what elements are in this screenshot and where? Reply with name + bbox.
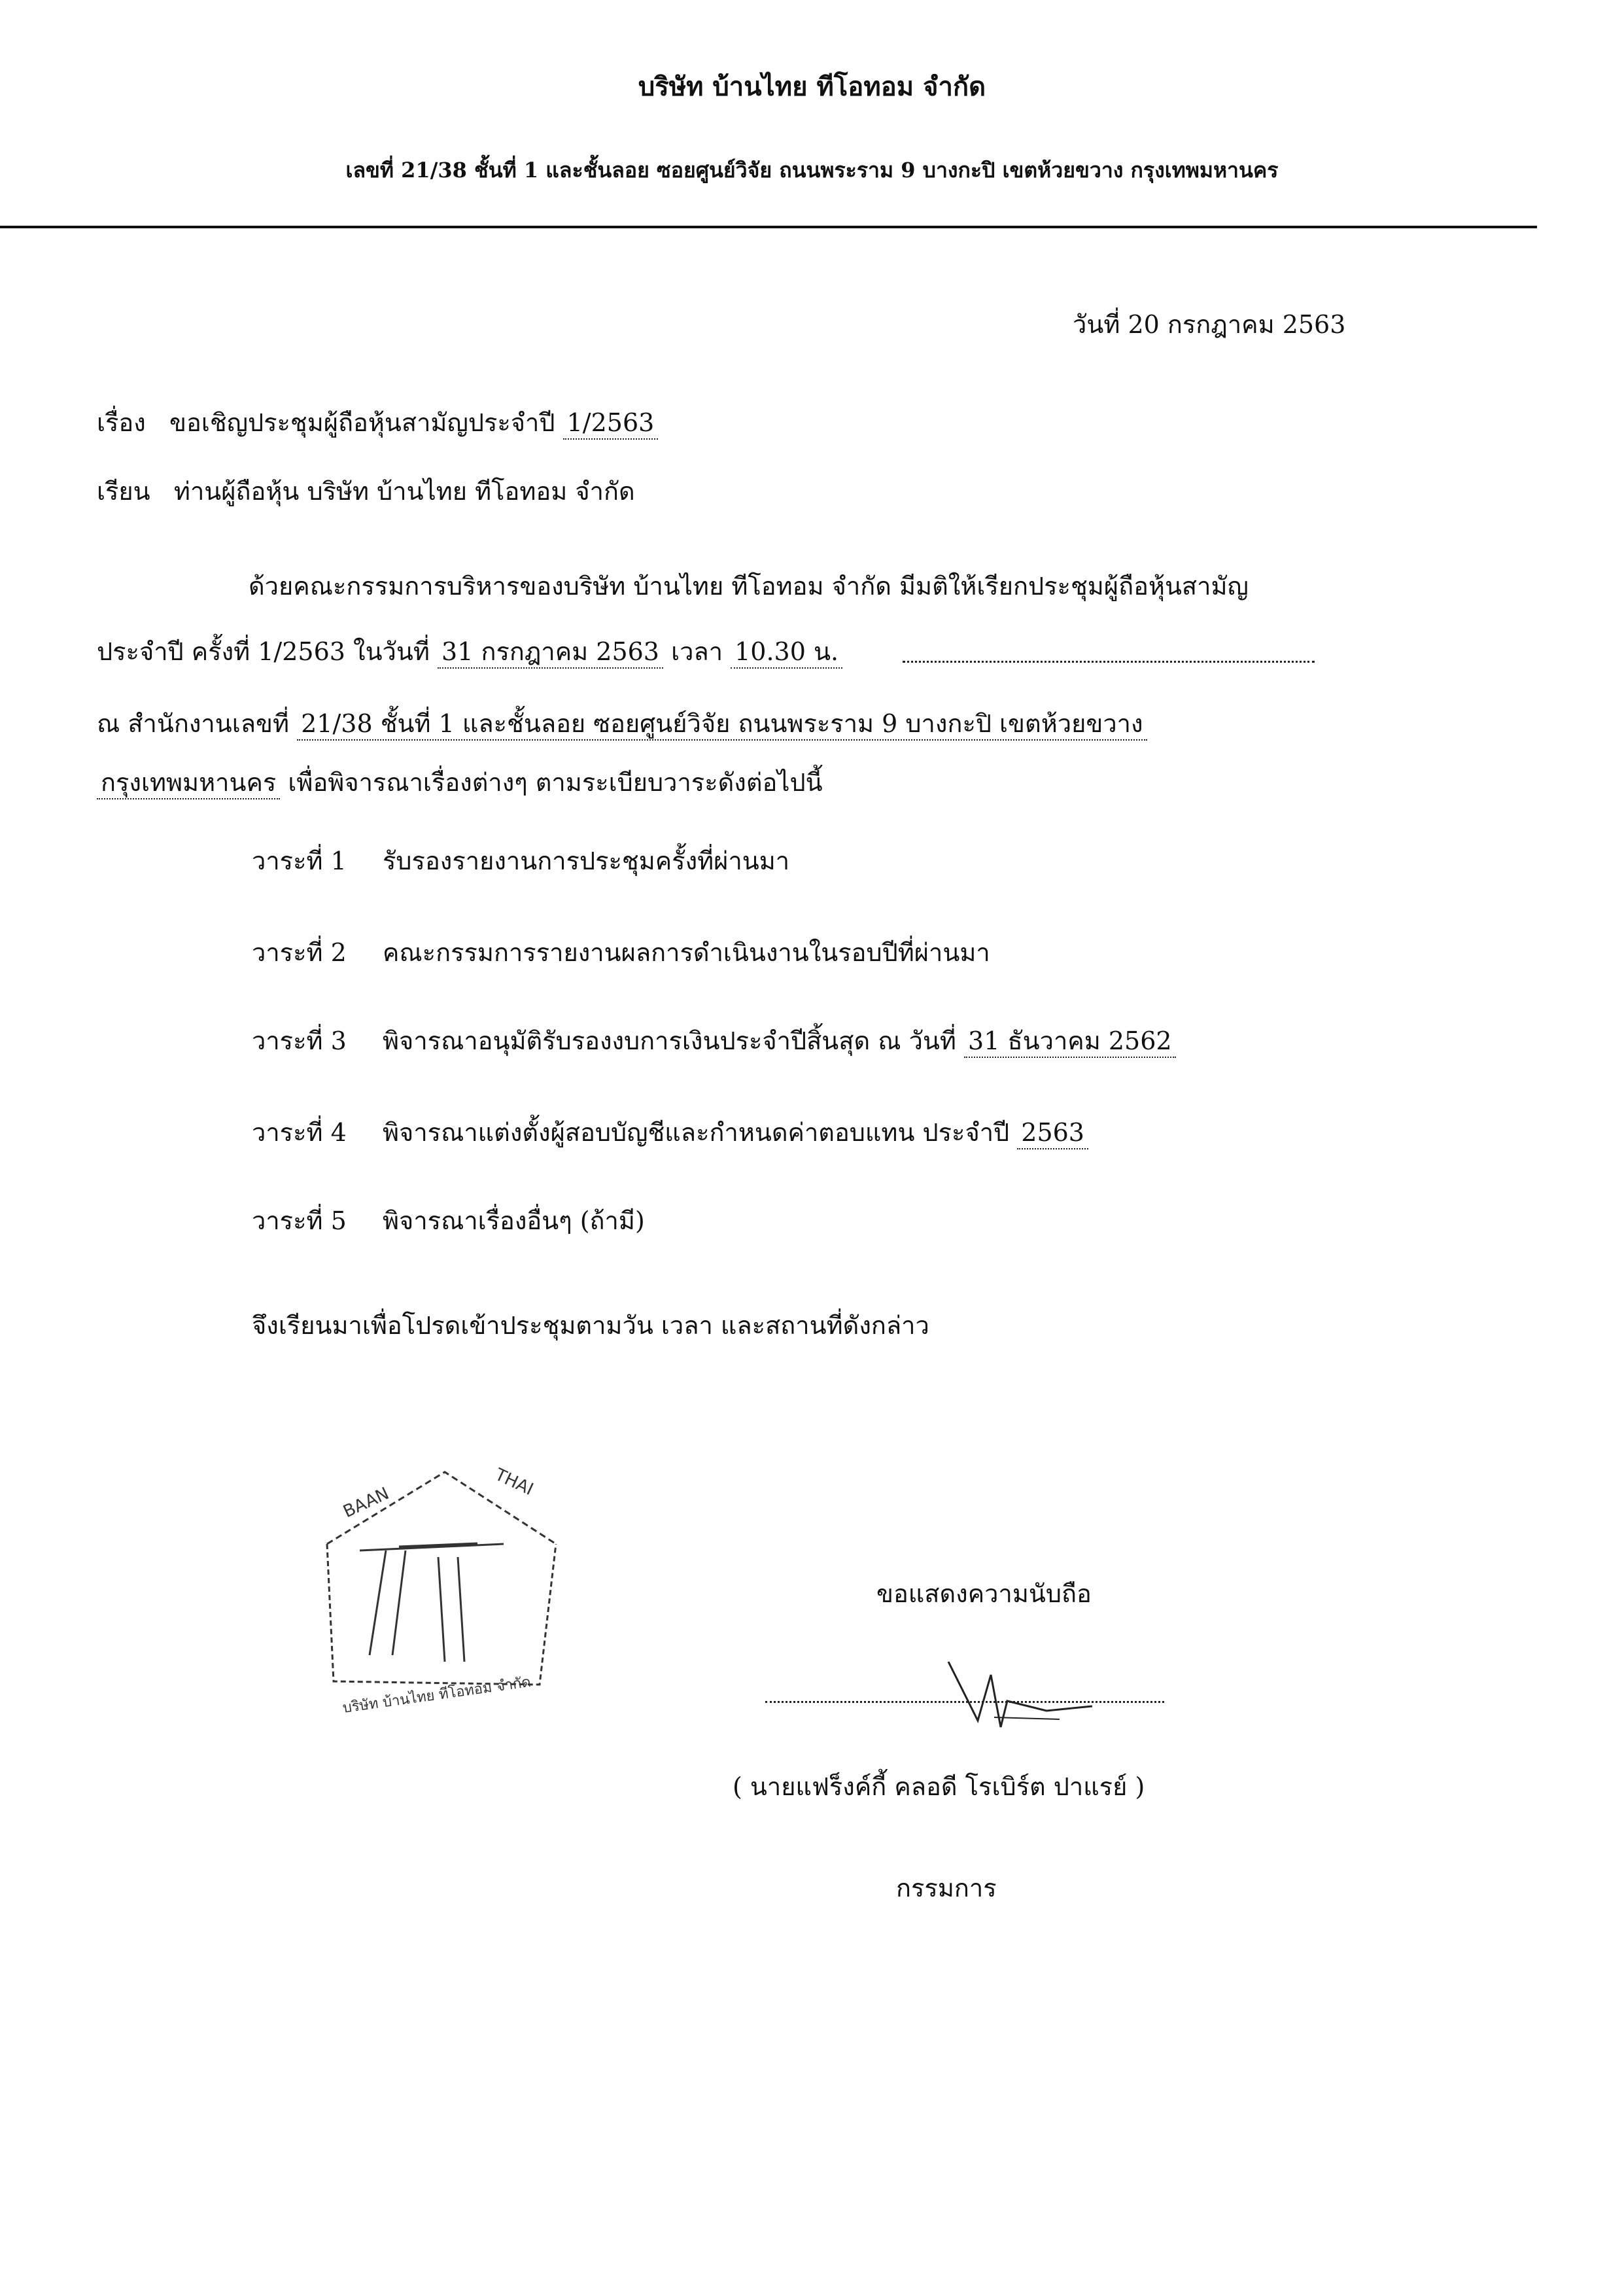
agenda-text: พิจารณาอนุมัติรับรองงบการเงินประจำปีสิ้นสุด ณ วันที่ (383, 1026, 956, 1055)
agenda-text: พิจารณาแต่งตั้งผู้สอบบัญชีและกำหนดค่าตอบแทน ประจำปี (383, 1118, 1010, 1147)
agenda-text: พิจารณาเรื่องอื่นๆ (ถ้ามี) (383, 1206, 645, 1235)
body-line-2 (97, 631, 842, 671)
to-text: ท่านผู้ถือหุ้น บริษัท บ้านไทย ทีโอทอม จำกัด (173, 477, 635, 506)
signature-line (765, 1701, 1164, 1703)
signer-position: กรรมการ (896, 1874, 997, 1902)
agenda-item-2 (252, 932, 990, 972)
agenda-item-3 (252, 1021, 1176, 1060)
body-line-3 (97, 703, 1147, 743)
stamp-bottom-text: บริษัท บ้านไทย ทีโอทอม จำกัด (341, 1673, 532, 1717)
agenda-text: คณะกรรมการรายงานผลการดำเนินงานในรอบปีที่ผ่านมา (383, 938, 990, 967)
closing-sentence: จึงเรียนมาเพื่อโปรดเข้าประชุมตามวัน เวลา และสถานที่ดังกล่าว (252, 1311, 929, 1340)
letter-date: วันที่ 20 กรกฎาคม 2563 (1073, 310, 1346, 339)
subject-line (97, 402, 658, 442)
company-address: เลขที่ 21/38 ชั้นที่ 1 และชั้นลอย ซอยศูนย์วิจัย ถนนพระราม 9 บางกะปิ เขตห้วยขวาง กรุงเทพมหานคร (345, 158, 1279, 183)
agenda-value: 2563 (1017, 1118, 1088, 1149)
agenda-item-4 (252, 1112, 1088, 1152)
stamp-top-right-text: THAI (492, 1465, 536, 1500)
signer-name: ( นายแฟร็งค์กี้ คลอดี โรเบิร์ต ปาแรย์ ) (733, 1772, 1145, 1801)
header-divider (0, 226, 1537, 228)
to-line (97, 471, 635, 511)
fill-in-dots (903, 661, 1315, 663)
meeting-time: 10.30 น. (731, 637, 842, 669)
body-line-1: ด้วยคณะกรรมการบริหารของบริษัท บ้านไทย ทีโอทอม จำกัด มีมติให้เรียกประชุมผู้ถือหุ้นสามัญ (249, 572, 1249, 601)
house-stamp-icon (307, 1459, 582, 1721)
agenda-item-5 (252, 1200, 645, 1240)
regards: ขอแสดงความนับถือ (876, 1579, 1092, 1608)
agenda-value: 31 ธันวาคม 2562 (964, 1026, 1176, 1058)
signature (929, 1649, 1099, 1747)
meeting-text-a: ประจำปี ครั้งที่ 1/2563 ในวันที่ (97, 637, 430, 666)
meeting-date: 31 กรกฎาคม 2563 (438, 637, 663, 669)
agenda-no: วาระที่ 3 (252, 1026, 347, 1055)
body-line-4 (97, 762, 823, 802)
subject-label: เรื่อง (97, 408, 146, 437)
meeting-text-b: เวลา (671, 637, 723, 666)
agenda-text: รับรองรายงานการประชุมครั้งที่ผ่านมา (383, 847, 790, 875)
agenda-no: วาระที่ 2 (252, 938, 347, 967)
company-stamp (307, 1459, 582, 1721)
venue-city: กรุงเทพมหานคร (97, 768, 280, 799)
agenda-item-1 (252, 841, 789, 881)
agenda-intro: เพื่อพิจารณาเรื่องต่างๆ ตามระเบียบวาระดังต่อไปนี้ (288, 768, 823, 797)
subject-text: ขอเชิญประชุมผู้ถือหุ้นสามัญประจำปี (169, 408, 555, 437)
stamp-top-text: BAAN (340, 1484, 392, 1522)
to-label: เรียน (97, 477, 150, 506)
venue-address: 21/38 ชั้นที่ 1 และชั้นลอย ซอยศูนย์วิจัย ถนนพระราม 9 บางกะปิ เขตห้วยขวาง (297, 709, 1147, 741)
signature-scribble-icon (929, 1649, 1099, 1747)
company-name: บริษัท บ้านไทย ทีโอทอม จำกัด (638, 71, 986, 102)
agenda-no: วาระที่ 1 (252, 847, 347, 875)
agenda-no: วาระที่ 4 (252, 1118, 347, 1147)
subject-value: 1/2563 (563, 408, 659, 440)
venue-text: ณ สำนักงานเลขที่ (97, 709, 290, 738)
agenda-no: วาระที่ 5 (252, 1206, 347, 1235)
